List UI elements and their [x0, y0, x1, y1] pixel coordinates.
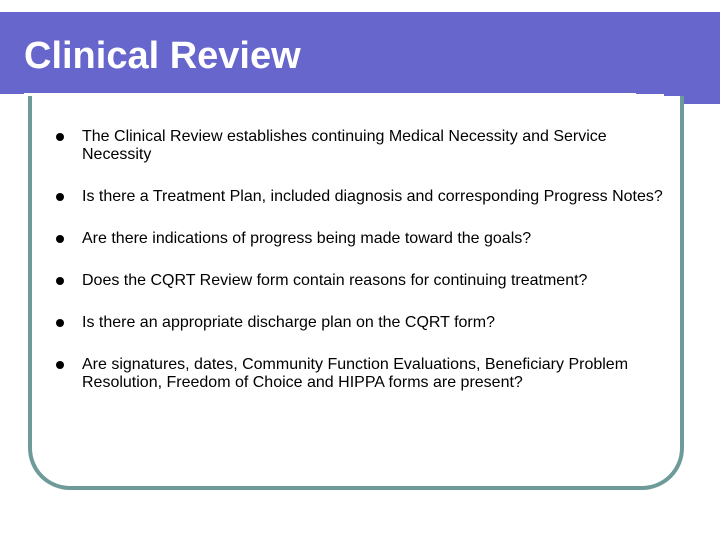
bullet-text: Are there indications of progress being made toward the goals? — [82, 230, 532, 247]
bullet-item-medical-necessity — [56, 128, 676, 164]
bullet-text: Are signatures, dates, Community Function Evaluations, Beneficiary Problem Resolution, Freedom of Choice and HIPPA forms are present? — [82, 356, 629, 391]
bullet-text: Does the CQRT Review form contain reasons for continuing treatment? — [82, 272, 588, 289]
bullet-item-treatment-plan — [56, 188, 676, 206]
bullet-dot-icon — [56, 277, 64, 285]
bullet-text: Is there a Treatment Plan, included diagnosis and corresponding Progress Notes? — [82, 188, 663, 205]
bullet-dot-icon — [56, 361, 64, 369]
bullet-item-progress-indications — [56, 230, 676, 248]
bullet-dot-icon — [56, 235, 64, 243]
bullet-dot-icon — [56, 133, 64, 141]
bullet-text: The Clinical Review establishes continuing Medical Necessity and Service Necessity — [82, 128, 607, 163]
bullet-text: Is there an appropriate discharge plan on the CQRT form? — [82, 314, 495, 331]
bullet-item-forms-present — [56, 356, 676, 392]
bullet-item-cqrt-reasons — [56, 272, 676, 290]
bullet-list — [56, 128, 676, 392]
bullet-dot-icon — [56, 193, 64, 201]
slide-title: Clinical Review — [24, 35, 301, 77]
bullet-item-discharge-plan — [56, 314, 676, 332]
bullet-dot-icon — [56, 319, 64, 327]
